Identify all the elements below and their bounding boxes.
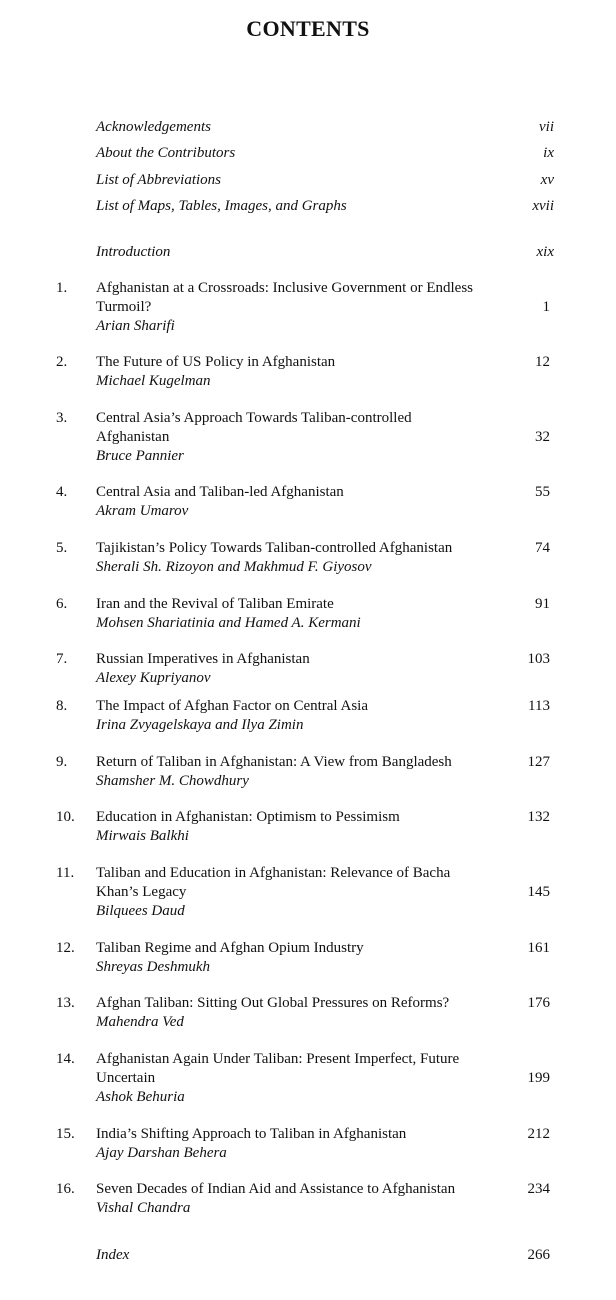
chapter-number: 4. — [56, 484, 68, 500]
toc-entry-label: List of Maps, Tables, Images, and Graphs — [96, 198, 347, 214]
toc-entry-list-of-maps[interactable] — [96, 196, 554, 216]
chapter-title: The Future of US Policy in Afghanistan — [96, 354, 336, 370]
page-title: CONTENTS — [246, 16, 370, 41]
toc-page-number: 74 — [535, 540, 550, 556]
chapter-title: Afghanistan at a Crossroads: Inclusive Government or Endless Turmoil? — [96, 280, 473, 315]
chapter-title: Seven Decades of Indian Aid and Assistance to Afghanistan — [96, 1181, 456, 1197]
toc-page-number: 199 — [527, 1070, 550, 1086]
toc-entry-acknowledgements[interactable] — [96, 117, 554, 137]
toc-entry-introduction[interactable] — [96, 242, 554, 262]
chapter-author: Michael Kugelman — [96, 373, 211, 389]
chapter-author: Mohsen Shariatinia and Hamed A. Kermani — [96, 615, 361, 631]
chapter-number: 7. — [56, 651, 68, 667]
chapter-author: Shamsher M. Chowdhury — [96, 773, 249, 789]
toc-page-number: 55 — [535, 484, 550, 500]
toc-page-number: 212 — [527, 1126, 550, 1142]
chapter-title: Return of Taliban in Afghanistan: A View from Bangladesh — [96, 754, 452, 770]
chapter-author: Vishal Chandra — [96, 1200, 191, 1216]
chapter-title: Russian Imperatives in Afghanistan — [96, 651, 310, 667]
chapter-author: Ajay Darshan Behera — [96, 1145, 227, 1161]
toc-page-number: 113 — [528, 698, 550, 714]
toc-page-number: xix — [536, 244, 554, 260]
toc-entry-label: Acknowledgements — [96, 119, 211, 135]
toc-entry-abbreviations[interactable] — [96, 170, 554, 190]
chapter-author: Shreyas Deshmukh — [96, 959, 211, 975]
chapter-author: Arian Sharifi — [96, 318, 175, 334]
chapter-title: India’s Shifting Approach to Taliban in Afghanistan — [96, 1126, 407, 1142]
chapter-number: 10. — [56, 809, 75, 825]
toc-entry-label: About the Contributors — [96, 145, 236, 161]
toc-entry-label: List of Abbreviations — [96, 172, 222, 188]
chapter-title: Afghanistan Again Under Taliban: Present Imperfect, Future Uncertain — [96, 1051, 460, 1086]
toc-entry-label: Introduction — [96, 244, 171, 260]
chapter-author: Mirwais Balkhi — [96, 828, 189, 844]
chapter-number: 5. — [56, 540, 68, 556]
chapter-author: Bruce Pannier — [96, 448, 184, 464]
toc-page-number: 161 — [527, 940, 550, 956]
toc-page-number: 32 — [535, 429, 550, 445]
chapter-author: Akram Umarov — [96, 503, 189, 519]
toc-entry-index[interactable] — [96, 1245, 550, 1265]
toc-page-number: 1 — [542, 299, 550, 315]
chapter-number: 6. — [56, 596, 68, 612]
chapter-number: 14. — [56, 1051, 75, 1067]
toc-page-number: 234 — [527, 1181, 550, 1197]
chapter-author: Sherali Sh. Rizoyon and Makhmud F. Giyosov — [96, 559, 372, 575]
toc-page-number: 176 — [527, 995, 550, 1011]
chapter-title: Education in Afghanistan: Optimism to Pessimism — [96, 809, 400, 825]
chapter-title: The Impact of Afghan Factor on Central Asia — [96, 698, 369, 714]
chapter-title: Afghan Taliban: Sitting Out Global Pressures on Reforms? — [96, 995, 450, 1011]
chapter-title: Central Asia and Taliban-led Afghanistan — [96, 484, 344, 500]
toc-page-number: xv — [540, 172, 554, 188]
chapter-author: Irina Zvyagelskaya and Ilya Zimin — [96, 717, 304, 733]
chapter-title: Tajikistan’s Policy Towards Taliban-controlled Afghanistan — [96, 540, 453, 556]
chapter-author: Bilquees Daud — [96, 903, 185, 919]
toc-page-number: ix — [543, 145, 554, 161]
chapter-number: 13. — [56, 995, 75, 1011]
toc-page-number: 145 — [527, 884, 550, 900]
chapter-number: 16. — [56, 1181, 75, 1197]
chapter-author: Mahendra Ved — [96, 1014, 184, 1030]
chapter-number: 15. — [56, 1126, 75, 1142]
toc-page-number: 132 — [527, 809, 550, 825]
toc-page-number: vii — [539, 119, 554, 135]
chapter-author: Alexey Kupriyanov — [96, 670, 211, 686]
toc-page-number: 12 — [535, 354, 550, 370]
chapter-title: Iran and the Revival of Taliban Emirate — [96, 596, 334, 612]
toc-entry-label: Index — [96, 1247, 130, 1263]
chapter-number: 12. — [56, 940, 75, 956]
chapter-number: 9. — [56, 754, 68, 770]
toc-page-number: xvii — [532, 198, 554, 214]
chapter-number: 1. — [56, 280, 68, 296]
toc-entry-contributors[interactable] — [96, 143, 554, 163]
chapter-number: 2. — [56, 354, 68, 370]
chapter-number: 8. — [56, 698, 68, 714]
toc-page-number: 103 — [527, 651, 550, 667]
toc-page-number: 266 — [527, 1247, 550, 1263]
toc-page-number: 127 — [527, 754, 550, 770]
toc-page-number: 91 — [535, 596, 550, 612]
chapter-number: 11. — [56, 865, 75, 881]
chapter-title: Taliban Regime and Afghan Opium Industry — [96, 940, 364, 956]
chapter-title: Central Asia’s Approach Towards Taliban-controlled Afghanistan — [96, 410, 412, 445]
chapter-title: Taliban and Education in Afghanistan: Relevance of Bacha Khan’s Legacy — [96, 865, 451, 900]
chapter-author: Ashok Behuria — [96, 1089, 185, 1105]
chapter-number: 3. — [56, 410, 68, 426]
